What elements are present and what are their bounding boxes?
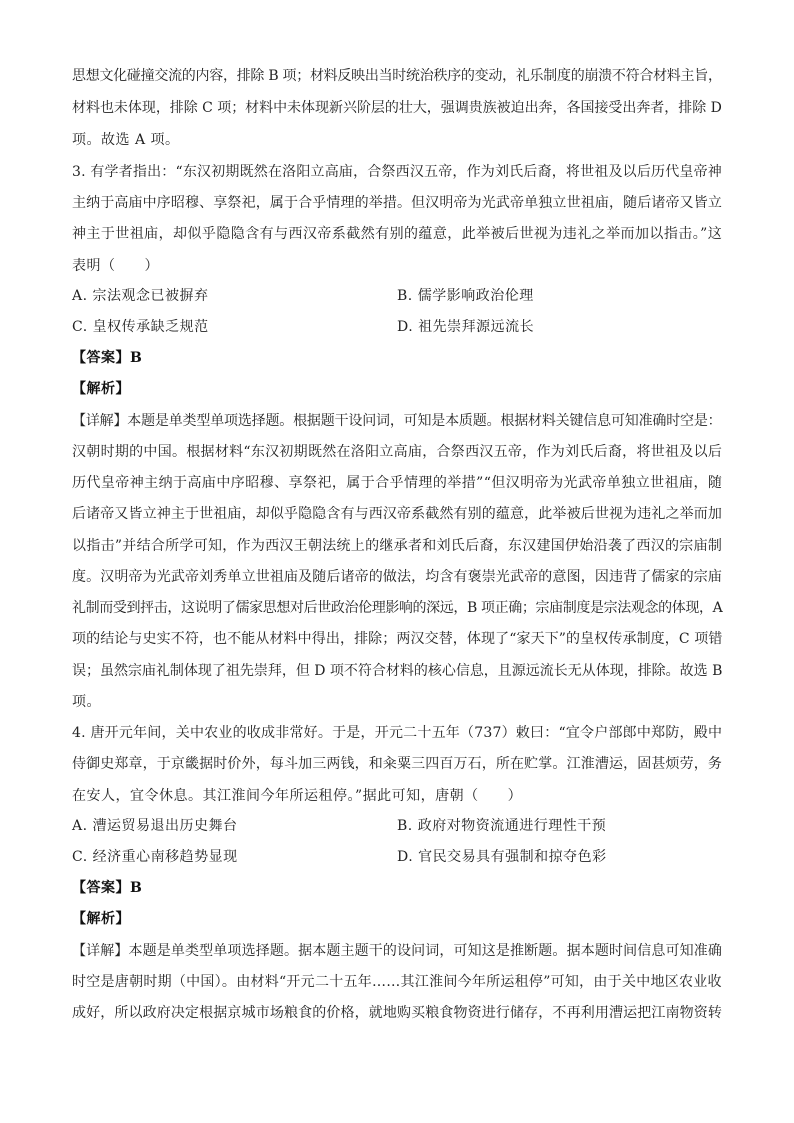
question-4-answer: 【答案】B [72,880,143,896]
question-4-option-d: D. 官民交易具有强制和掠夺色彩 [397,849,607,865]
question-3-detail-line: 误；虽然宗庙礼制体现了祖先崇拜，但 D 项不符合材料的核心信息，且源远流长无从体现，排除。故选 B [72,663,723,679]
question-3-option-c: C. 皇权传承缺乏规范 [72,319,209,335]
question-3-detail-line: 【详解】本题是单类型单项选择题。根据题干设问词，可知是本质题。根据材料关键信息可知准确时空是： [72,413,722,429]
question-3-option-a: A. 宗法观念已被摒弃 [72,288,209,304]
text-line: 思想文化碰撞交流的内容，排除 B 项；材料反映出当时统治秩序的变动，礼乐制度的崩溃不符合材料主旨， [72,68,722,84]
question-3-option-d: D. 祖先崇拜源远流长 [397,319,535,335]
question-4-analysis-label: 【解析】 [72,911,130,927]
question-3-detail-line: 礼制而受到抨击，这说明了儒家思想对后世政治伦理影响的深远，B 项正确；宗庙制度是宗法观念的体现，A [72,600,723,616]
question-4-option-c: C. 经济重心南移趋势显现 [72,849,238,865]
question-3-detail-line: 度。汉明帝为光武帝刘秀单立世祖庙及随后诸帝的做法，均含有褒崇光武帝的意图，因违背了儒家的宗庙 [72,569,722,585]
question-4-option-a: A. 漕运贸易退出历史舞台 [72,818,238,834]
question-3-detail-line: 以指击”并结合所学可知，作为西汉王朝法统上的继承者和刘氏后裔，东汉建国伊始沿袭了西汉的宗庙制 [72,538,723,554]
question-3-detail-line: 历代皇帝神主纳于高庙中序昭穆、享祭祀，属于合乎情理的举措”“但汉明帝为光武帝单独立世祖庙，随 [72,475,723,491]
question-4-detail-line: 时空是唐朝时期（中国）。由材料“开元二十五年……其江淮间今年所运租停”可知，由于关中地区农业收 [72,974,722,990]
question-3-analysis-label: 【解析】 [72,381,130,397]
question-4-option-b: B. 政府对物资流通进行理性干预 [397,818,607,834]
question-3-detail-line: 项的结论与史实不符，也不能从材料中得出，排除；两汉交替，体现了“家天下”的皇权传承制度，C 项错 [72,631,723,647]
question-3-detail-line: 汉朝时期的中国。根据材料“东汉初期既然在洛阳立高庙，合祭西汉五帝，作为刘氏后裔，将世祖及以后 [72,444,723,460]
text-line: 项。故选 A 项。 [72,132,180,148]
text-line: 材料也未体现，排除 C 项；材料中未体现新兴阶层的壮大，强调贵族被迫出奔，各国接受出奔者，排除 D [72,100,722,116]
question-3-detail-line: 项。 [72,694,101,710]
question-3-detail-line: 后诸帝又皆立神主于世祖庙，却似乎隐隐含有与西汉帝系截然有别的蕴意，此举被后世视为违礼之举而加 [72,506,722,522]
question-4-detail-line: 成好，所以政府决定根据京城市场粮食的价格，就地购买粮食物资进行储存，不再利用漕运把江南物资转 [72,1005,722,1021]
question-3-stem-line: 主纳于高庙中序昭穆、享祭祀，属于合乎情理的举措。但汉明帝为光武帝单独立世祖庙，随后诸帝又皆立 [72,195,722,211]
question-3-option-b: B. 儒学影响政治伦理 [397,288,534,304]
question-3-stem-line: 表明（ ） [72,258,159,274]
question-4-stem-line: 4. 唐开元年间，关中农业的收成非常好。于是，开元二十五年（737）敕曰：“宜令户部郎中郑防，殿中 [72,725,723,741]
question-4-stem-line: 侍御史郑章，于京畿据时价外，每斗加三两钱，和籴粟三四百万石，所在贮掌。江淮漕运，固甚烦劳，务 [72,756,722,772]
question-4-stem-line: 在安人，宜令休息。其江淮间今年所运租停。”据此可知，唐朝（ ） [72,788,523,804]
question-4-detail-line: 【详解】本题是单类型单项选择题。据本题主题干的设问词，可知这是推断题。据本题时间信息可知准确 [72,943,722,959]
question-3-answer: 【答案】B [72,350,143,366]
question-3-stem-line: 3. 有学者指出：“东汉初期既然在洛阳立高庙，合祭西汉五帝，作为刘氏后裔，将世祖及以后历代皇帝神 [72,164,722,180]
question-3-stem-line: 神主于世祖庙，却似乎隐隐含有与西汉帝系截然有别的蕴意，此举被后世视为违礼之举而加以指击。”这 [72,226,723,242]
